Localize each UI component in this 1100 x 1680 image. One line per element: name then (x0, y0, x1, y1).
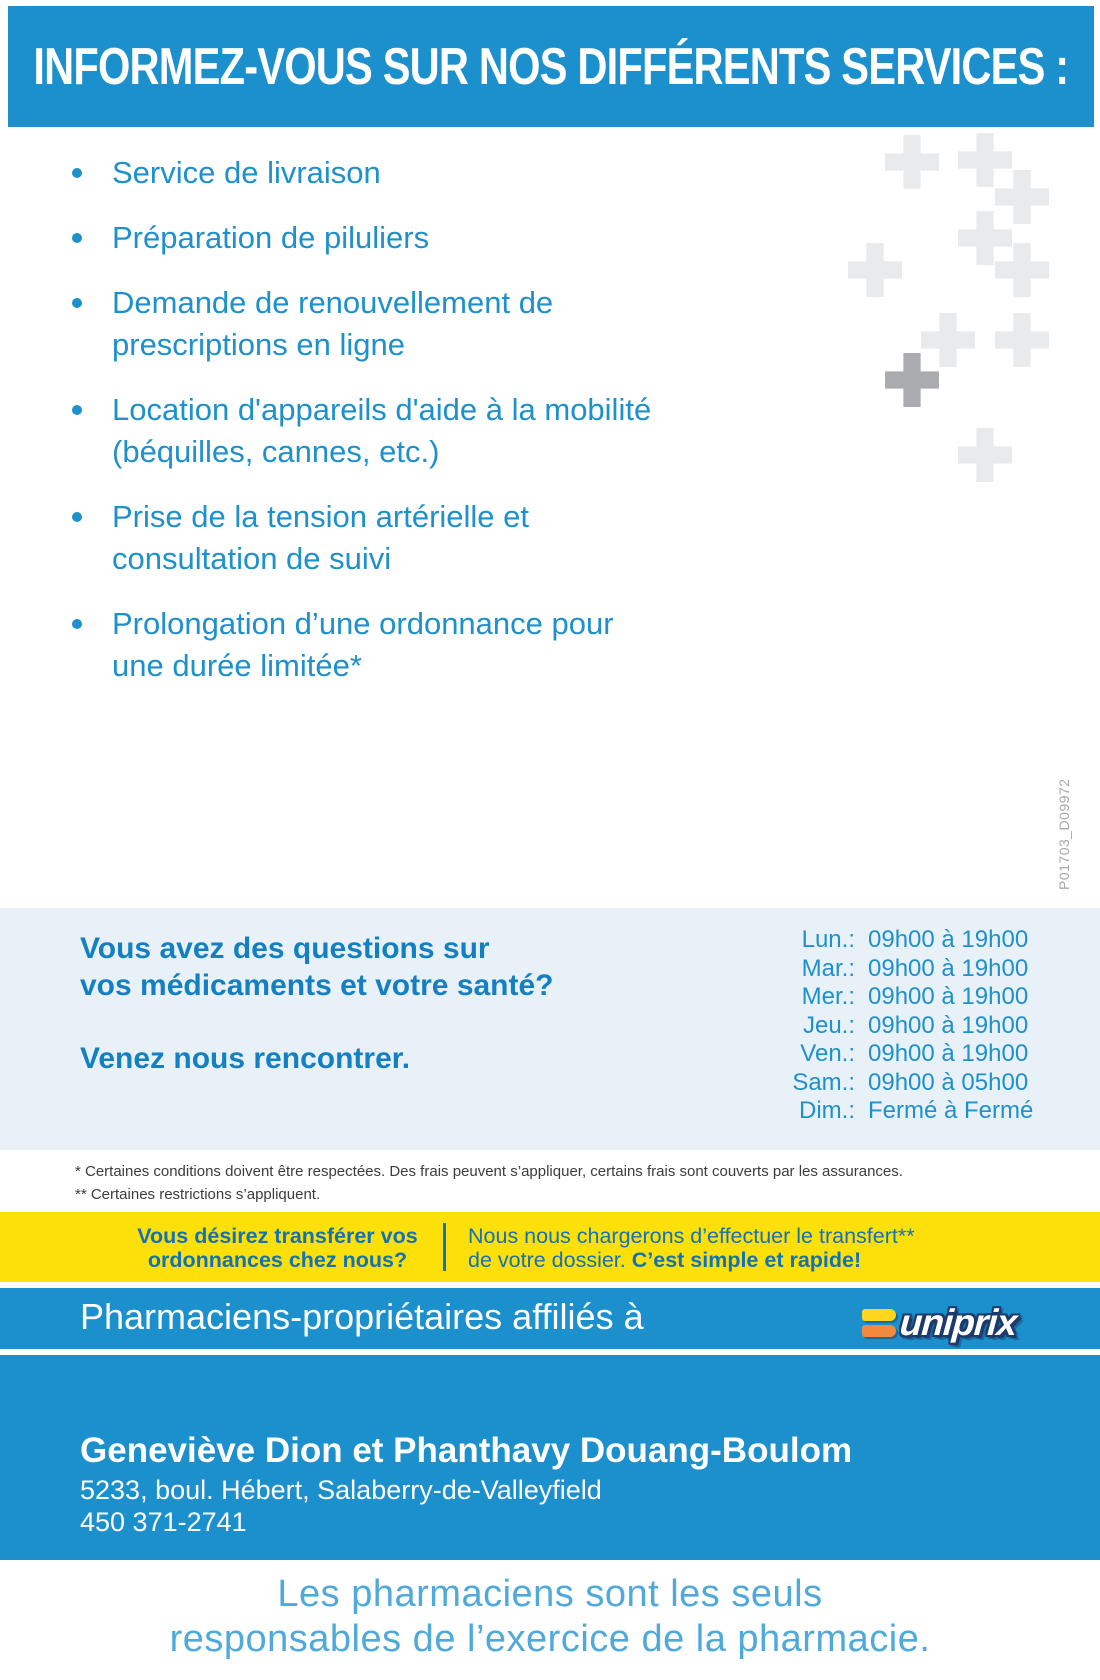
questions-band (0, 908, 1100, 1150)
list-item (72, 389, 812, 473)
hours-time: 09h00 à 19h00 (868, 983, 1029, 1010)
transfer-question-line: Vous désirez transférer vos (137, 1224, 418, 1248)
list-item (72, 217, 812, 259)
page-title: INFORMEZ-VOUS SUR NOS DIFFÉRENTS SERVICES : (33, 37, 1069, 96)
hours-day: Mer.: (801, 983, 855, 1010)
list-item (72, 152, 812, 194)
bullet-icon (72, 405, 82, 415)
disclaimer-line: Les pharmaciens sont les seuls (277, 1573, 823, 1615)
legal-disclaimer (0, 1572, 1100, 1662)
service-text (112, 217, 429, 259)
footnote-line: * Certaines conditions doivent être respectées. Des frais peuvent s’appliquer, certains frais sont couverts par les assurances. (75, 1163, 903, 1180)
hours-day: Jeu.: (802, 1011, 855, 1039)
transfer-question-line: ordonnances chez nous? (147, 1248, 408, 1272)
hours-day: Mar.: (801, 954, 855, 982)
transfer-answer (468, 1224, 915, 1272)
transfer-answer-bold: C’est simple et rapide! (631, 1248, 862, 1272)
plus-icon (885, 135, 939, 189)
service-line: Préparation de piluliers (112, 220, 430, 255)
logo-bar-orange (862, 1325, 896, 1337)
service-text (112, 603, 614, 687)
list-item (72, 282, 812, 366)
disclaimer-line: responsables de l’exercice de la pharmacie. (169, 1618, 931, 1660)
affiliation-banner (0, 1288, 1100, 1352)
opening-hours-table (737, 926, 1033, 1126)
bullet-icon (72, 619, 82, 629)
affiliation-label: Pharmaciens-propriétaires affiliés à (80, 1296, 644, 1337)
list-item (72, 496, 812, 580)
transfer-banner (0, 1212, 1100, 1282)
hours-day: Ven.: (800, 1040, 855, 1067)
bullet-icon (72, 233, 82, 243)
plus-icon (958, 428, 1012, 482)
service-line: Service de livraison (112, 155, 381, 190)
plus-icon (848, 243, 902, 297)
bullet-icon (72, 512, 82, 522)
pharmacy-address: 5233, boul. Hébert, Salaberry-de-Valleyfield (80, 1475, 602, 1505)
plus-icon (958, 133, 1012, 187)
list-item (72, 603, 812, 687)
plus-icon (921, 313, 975, 367)
hours-day: Sam.: (792, 1068, 855, 1096)
transfer-answer-line (468, 1248, 915, 1272)
service-text (112, 496, 529, 580)
service-text (112, 282, 553, 366)
questions-heading (80, 930, 554, 1004)
hours-time: 09h00 à 19h00 (868, 954, 1029, 982)
header-banner (8, 6, 1094, 127)
plus-icon (995, 313, 1049, 367)
service-line: une durée limitée* (112, 648, 362, 683)
hours-time: 09h00 à 19h00 (868, 1040, 1029, 1067)
uniprix-logo-text: uniprix (898, 1302, 1018, 1343)
plus-icon (958, 211, 1012, 265)
pharmacy-phone: 450 371-2741 (80, 1507, 247, 1537)
questions-heading-line: Vous avez des questions sur (80, 932, 490, 965)
service-line: prescriptions en ligne (112, 327, 405, 362)
footnotes (75, 1160, 903, 1206)
service-line: consultation de suivi (112, 541, 392, 576)
production-code: P01703_D09972 (1056, 778, 1072, 890)
service-text (112, 152, 381, 194)
divider (443, 1223, 446, 1271)
hours-time: Fermé à Fermé (868, 1097, 1034, 1124)
bullet-icon (72, 298, 82, 308)
service-text (112, 389, 651, 473)
transfer-answer-line: Nous nous chargerons d’effectuer le transfert** (468, 1224, 915, 1248)
plus-icon (995, 243, 1049, 297)
service-line: (béquilles, cannes, etc.) (112, 434, 440, 469)
hours-day: Lun.: (801, 926, 855, 953)
questions-heading-line: vos médicaments et votre santé? (80, 969, 554, 1002)
uniprix-logo (862, 1302, 1016, 1344)
transfer-answer-text: de votre dossier. (468, 1248, 632, 1272)
hours-day: Dim.: (799, 1097, 855, 1124)
meet-us-text: Venez nous rencontrer. (80, 1042, 411, 1075)
owner-names: Geneviève Dion et Phanthavy Douang-Boulom (80, 1431, 853, 1470)
service-line: Location d'appareils d'aide à la mobilité (112, 392, 652, 427)
transfer-question (120, 1224, 435, 1272)
service-line: Prolongation d’une ordonnance pour (112, 606, 614, 641)
hours-time: 09h00 à 05h00 (868, 1068, 1029, 1096)
pharmacy-info (0, 1355, 1100, 1560)
bullet-icon (72, 168, 82, 178)
service-line: Demande de renouvellement de (112, 285, 554, 320)
hours-time: 09h00 à 19h00 (868, 1011, 1029, 1039)
logo-bar-yellow (862, 1309, 896, 1321)
uniprix-logo-bars-icon (862, 1309, 896, 1337)
service-line: Prise de la tension artérielle et (112, 499, 530, 534)
plus-icon (995, 170, 1049, 224)
plus-icon (885, 353, 939, 407)
footnote-line: ** Certaines restrictions s’appliquent. (75, 1186, 321, 1203)
services-list (72, 152, 812, 710)
hours-time: 09h00 à 19h00 (868, 926, 1029, 953)
